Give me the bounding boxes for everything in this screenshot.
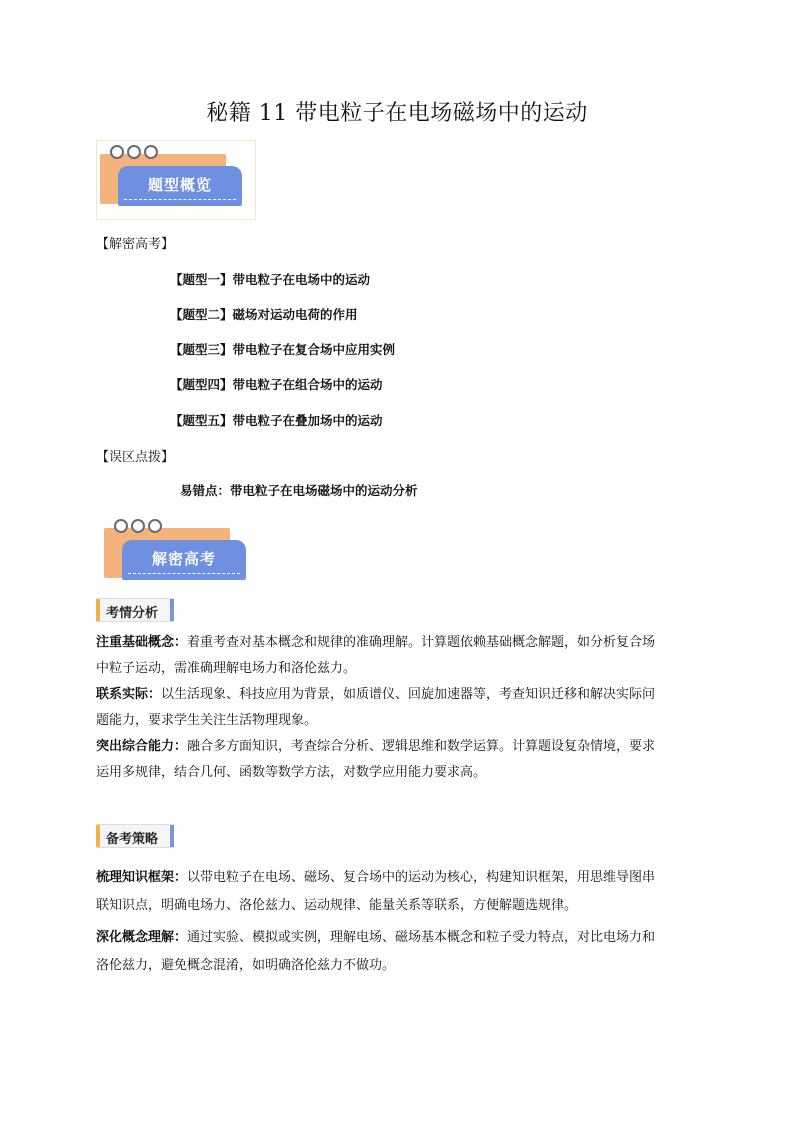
tag-label: 考情分析 (106, 606, 159, 621)
section-heading-jiemi: 【解密高考】 (96, 237, 175, 252)
strategy-block (96, 864, 700, 980)
type-item-3: 【题型三】带电粒子在复合场中应用实例 (170, 342, 396, 357)
strategy-item-2: 深化概念理解：通过实验、模拟或实例，理解电场、磁场基本概念和粒子受力特点，对比电场力和 洛伦兹力，避免概念混淆，如明确洛伦兹力不做功。 (96, 930, 656, 973)
analysis-block (96, 630, 700, 786)
type-item-4: 【题型四】带电粒子在组合场中的运动 (170, 377, 383, 392)
section-banner-jiemi (100, 514, 260, 594)
page-title: 秘籍 11 带电粒子在电场磁场中的运动 (206, 101, 588, 126)
analysis-item-2: 联系实际：以生活现象、科技应用为背景，如质谱仪、回旋加速器等，考查知识迁移和解决实际问 题能力，要求学生关注生活物理现象。 (96, 687, 656, 728)
analysis-item-1: 注重基础概念：着重考查对基本概念和规律的准确理解。计算题依赖基础概念解题，如分析复合场 中粒子运动，需准确理解电场力和洛伦兹力。 (96, 635, 656, 676)
analysis-item-3: 突出综合能力：融合多方面知识，考查综合分析、逻辑思维和数学运算。计算题设复杂情境，要求 运用多规律，结合几何、函数等数学方法，对数学应用能力要求高。 (96, 739, 656, 780)
banner-label: 解密高考 (151, 550, 216, 568)
banner-blue-block (118, 166, 242, 206)
type-item-2: 【题型二】磁场对运动电荷的作用 (170, 307, 358, 322)
ring-binder-icon (110, 144, 161, 163)
mistake-point: 易错点：带电粒子在电场磁场中的运动分析 (180, 483, 418, 498)
strategy-item-1: 梳理知识框架：以带电粒子在电场、磁场、复合场中的运动为核心，构建知识框架，用思维导图串 联知识点，明确电场力、洛伦兹力、运动规律、能量关系等联系，方便解题选规律。 (96, 870, 656, 913)
tag-strategy (96, 824, 174, 848)
type-item-5: 【题型五】带电粒子在叠加场中的运动 (170, 413, 383, 428)
tag-analysis (96, 598, 174, 622)
section-heading-wuqu: 【误区点拨】 (96, 450, 175, 465)
tag-label: 备考策略 (106, 832, 159, 847)
ring-binder-icon (114, 518, 165, 537)
banner-label: 题型概览 (147, 176, 212, 194)
type-item-1: 【题型一】带电粒子在电场中的运动 (170, 272, 371, 287)
section-banner-overview (96, 140, 256, 220)
banner-blue-block (122, 540, 246, 580)
